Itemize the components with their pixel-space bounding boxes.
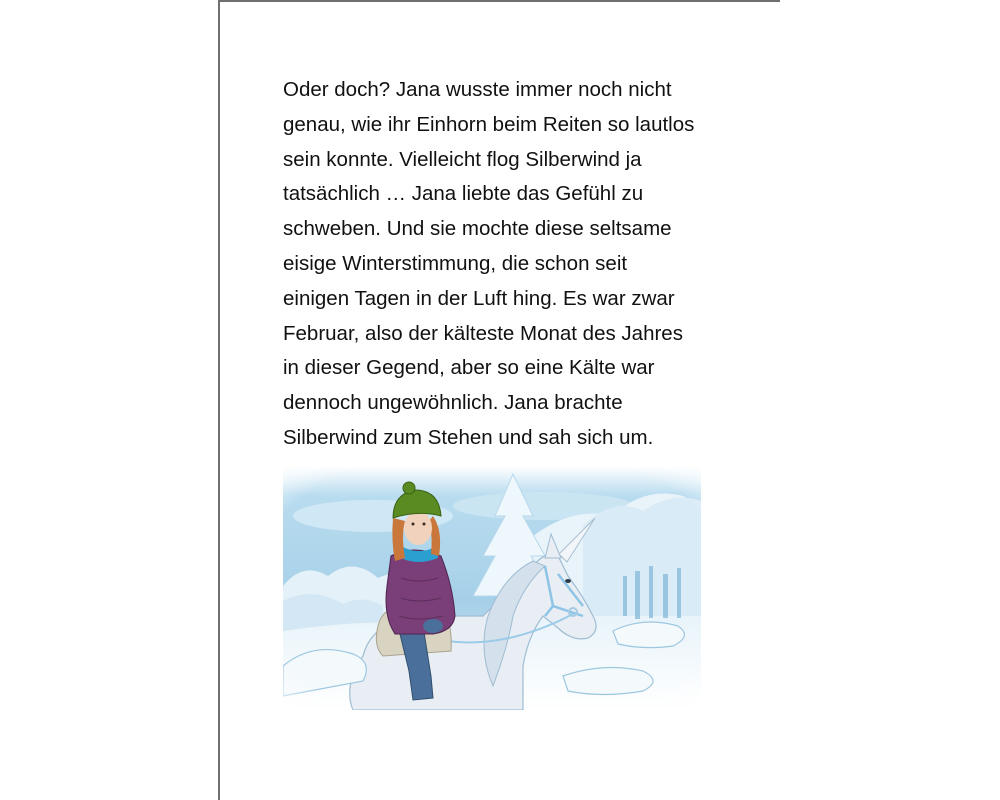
text-line: dennoch ungewöhnlich. Jana brachte bbox=[283, 391, 623, 415]
text-line: einigen Tagen in der Luft hing. Es war zwar bbox=[283, 286, 675, 310]
text-line: tatsächlich … Jana liebte das Gefühl zu bbox=[283, 182, 644, 206]
text-line: genau, wie ihr Einhorn beim Reiten so lautlos bbox=[283, 112, 695, 136]
text-line: sein konnte. Vielleicht flog Silberwind ja bbox=[283, 147, 642, 171]
winter-unicorn-illustration bbox=[283, 466, 701, 710]
text-line: Oder doch? Jana wusste immer noch nicht bbox=[283, 78, 672, 101]
text-line: Silberwind zum Stehen und sah sich um. bbox=[283, 425, 654, 449]
text-line: eisige Winterstimmung, die schon seit bbox=[283, 251, 628, 275]
text-line: in dieser Gegend, aber so eine Kälte war bbox=[283, 356, 655, 380]
text-line: schweben. Und sie mochte diese seltsame bbox=[283, 217, 672, 241]
text-line: Februar, also der kälteste Monat des Jahres bbox=[283, 321, 683, 345]
story-text bbox=[283, 73, 723, 456]
